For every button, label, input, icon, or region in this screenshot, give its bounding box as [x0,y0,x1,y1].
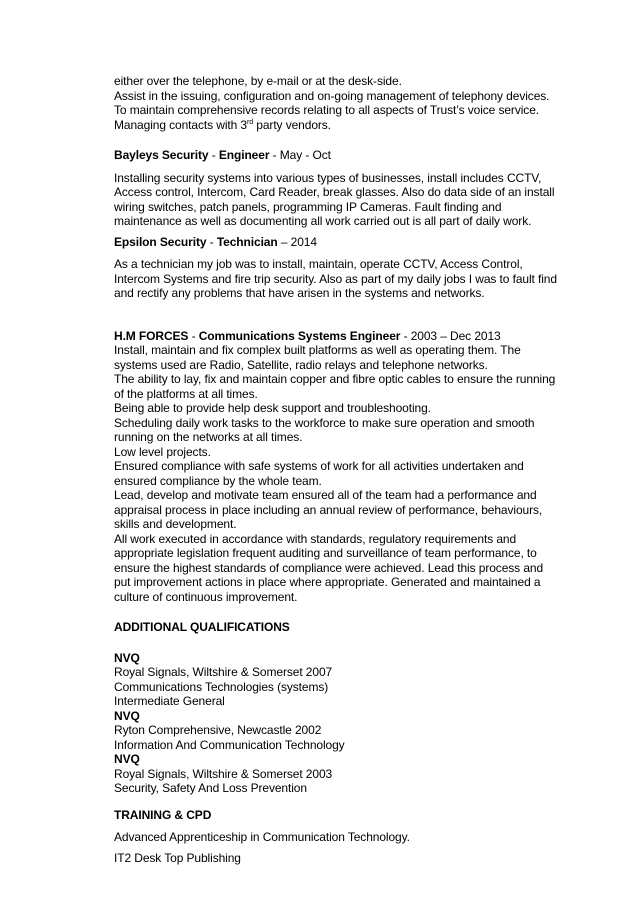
job-role: Engineer [218,148,270,162]
section-heading [114,620,554,635]
text-line: appropriate legislation frequent auditing and surveillance of team performance, to [114,546,537,560]
intro-section [114,74,554,132]
text-line: running on the networks at all times. [114,430,303,444]
qualifications-section [114,620,554,796]
title-text: NVQ [114,752,140,766]
job-epsilon [114,234,557,301]
text-line: put improvement actions in place where appropriate. Generated and maintained a [114,575,541,589]
ordinal-suffix: rd [247,118,254,126]
vendors-line [114,118,554,133]
text-line: ensured compliance by the whole team. [114,473,322,488]
text-line: Being able to provide help desk support and troubleshooting. [114,401,431,415]
qualification-title [114,651,554,666]
text-line: culture of continuous improvement. [114,589,298,604]
text-line: Ensured compliance with safe systems of work for all activities undertaken and [114,459,524,473]
company-name: Bayleys Security [114,148,209,162]
text-line: Install, maintain and fix complex built platforms as well as operating them. The [114,343,521,357]
text-line: either over the telephone, by e-mail or at the desk-side. [114,74,402,88]
vendors-text-end: party vendors. [253,117,331,132]
title-text: NVQ [114,650,140,665]
company-name: H.M FORCES [114,328,189,343]
qualification-title [114,752,554,767]
separator: - [208,148,219,162]
text-line: The ability to lay, fix and maintain copper and fibre optic cables to ensure the running [114,372,556,386]
text-line: and rectify any problems that have arisen in the systems and networks. [114,286,485,300]
text-line: Communications Technologies (systems) [114,679,329,694]
company-name: Epsilon Security [114,234,207,249]
job-dates: – 2014 [277,234,317,249]
job-dates: - 2003 – Dec 2013 [400,328,501,343]
job-heading [114,235,554,250]
heading-text: TRAINING & CPD [114,807,212,822]
text-line: ensure the highest standards of compliance were achieved. Lead this process and [114,560,544,575]
section-heading [114,808,554,823]
training-item: Advanced Apprenticeship in Communication Technology. [114,830,410,844]
vendors-text: Managing contacts with 3 [114,117,248,132]
title-text: NVQ [114,708,140,723]
job-hm-forces [114,329,554,605]
heading-text: ADDITIONAL QUALIFICATIONS [114,620,290,634]
training-section [114,808,554,866]
job-bayleys [114,148,554,229]
qualification-title [114,709,554,724]
text-line: Low level projects. [114,444,211,459]
text-line: wiring switches, patch panels, programming IP Cameras. Fault finding and [114,199,502,214]
text-line: maintenance as well as documenting all work carried out is all part of daily work. [114,214,532,228]
cv-page [114,74,557,865]
job-heading [114,329,554,344]
text-line: Ryton Comprehensive, Newcastle 2002 [114,723,322,737]
text-line: systems used are Radio, Satellite, radio relays and telephone networks. [114,357,488,372]
job-role: Communications Systems Engineer [198,328,401,343]
text-line: To maintain comprehensive records relating to all aspects of Trust’s voice service. [114,103,540,117]
separator: - [188,328,199,343]
text-line: Royal Signals, Wiltshire & Somerset 2007 [114,665,333,679]
text-line: Security, Safety And Loss Prevention [114,781,307,795]
text-line: of the platforms at all times. [114,386,258,401]
text-line: Intercom Systems and fire trip security. Also as part of my daily jobs I was to fault find [114,271,557,286]
separator: - [206,234,217,249]
text-line: Royal Signals, Wiltshire & Somerset 2003 [114,766,333,781]
text-line: Information And Communication Technology [114,737,345,752]
training-item: IT2 Desk Top Publishing [114,850,241,865]
text-line: Intermediate General [114,694,225,708]
text-line: Assist in the issuing, configuration and on-going management of telephony devices. [114,88,550,103]
text-line: Installing security systems into various types of businesses, install includes CCTV, [114,170,542,185]
text-line: Access control, Intercom, Card Reader, break glasses. Also do data side of an install [114,185,555,199]
job-role: Technician [216,234,278,249]
text-line: Scheduling daily work tasks to the workforce to make sure operation and smooth [114,415,535,430]
job-dates: - May - Oct [269,148,331,162]
text-line: skills and development. [114,517,237,531]
job-heading [114,148,554,163]
text-line: Lead, develop and motivate team ensured all of the team had a performance and [114,488,537,502]
text-line: As a technician my job was to install, maintain, operate CCTV, Access Control, [114,257,523,271]
text-line: appraisal process in place including an annual review of performance, behaviours, [114,502,543,517]
text-line: All work executed in accordance with standards, regulatory requirements and [114,531,517,546]
